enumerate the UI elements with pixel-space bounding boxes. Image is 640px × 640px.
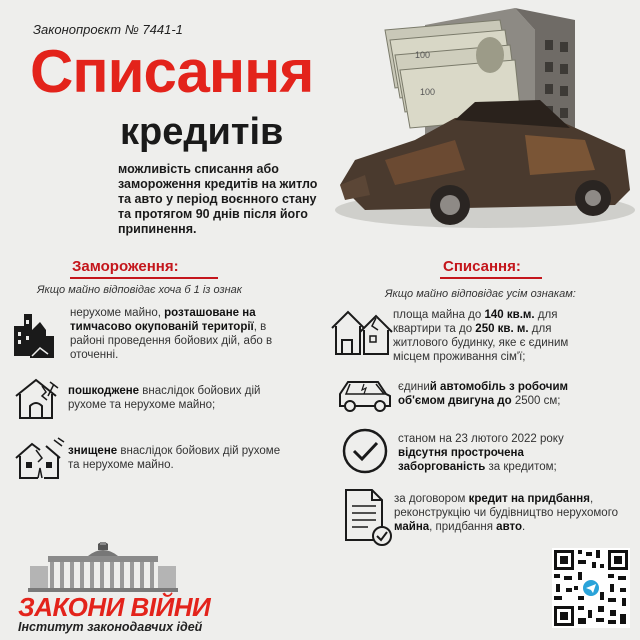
- writeoff-condition: Якщо майно відповідає усім ознакам:: [385, 288, 576, 300]
- page-subtitle: кредитів: [120, 111, 284, 153]
- item-text: 2500 см;: [511, 395, 561, 407]
- item-text: площа майна до: [393, 309, 485, 321]
- item-emphasis: відсутня прострочена заборгованість: [398, 447, 524, 473]
- item-text: для квартири та до: [393, 309, 558, 335]
- destroyed-house-icon: [12, 436, 68, 487]
- item-emphasis: майна: [394, 521, 430, 533]
- item-text: внаслідок бойових дій рухоме та нерухоме майно.: [68, 445, 281, 471]
- writeoff-heading-underline: [440, 277, 542, 279]
- brand-subtitle: Інститут законодавчих ідей: [18, 620, 203, 634]
- writeoff-item-debt: [398, 432, 598, 474]
- freeze-item-destroyed: [68, 444, 293, 472]
- item-text: станом на 23 лютого 2022 року: [398, 433, 564, 445]
- writeoff-item-area: [393, 308, 593, 364]
- item-emphasis: знищене: [68, 445, 118, 457]
- burned-car-image: [335, 100, 635, 228]
- item-text: .: [522, 521, 526, 533]
- freeze-item-damaged: [68, 384, 296, 412]
- item-emphasis: авто: [496, 521, 522, 533]
- page-title: Списання: [30, 38, 314, 105]
- item-emphasis: 140 кв.м.: [484, 309, 535, 321]
- item-emphasis: й автомобіль з робочим об'ємом двигуна до: [398, 381, 569, 407]
- writeoff-heading: Списання:: [443, 258, 521, 275]
- item-text: за кредитом;: [485, 461, 557, 473]
- item-text: внаслідок бойових дій рухоме та нерухоме майно;: [68, 385, 261, 411]
- freeze-condition: Якщо майно відповідає хоча б 1 із ознак: [37, 284, 242, 296]
- burned-car-money-illustration: [325, 0, 640, 245]
- writeoff-item-car: [398, 380, 598, 408]
- freeze-heading: Замороження:: [72, 258, 179, 275]
- brand-title: ЗАКОНИ ВІЙНИ: [18, 592, 211, 622]
- freeze-heading-underline: [70, 277, 218, 279]
- occupied-building-icon: [10, 306, 66, 367]
- parliament-building-logo: [28, 540, 178, 594]
- damaged-house-icon: [12, 376, 64, 427]
- item-emphasis: кредит на придбання: [468, 493, 590, 505]
- checkmark-icon: [340, 426, 390, 481]
- item-emphasis: пошкоджене: [68, 385, 140, 397]
- item-text: , в районі проведення бойових дій, або в оточенні.: [70, 321, 273, 361]
- item-emphasis: розташоване на тимчасово окупованій території: [70, 307, 256, 333]
- item-text: для житлового будинку, яке є єдиним місцем проживання сім'ї;: [393, 323, 569, 363]
- svg-text:100: 100: [420, 87, 436, 97]
- houses-icon: [330, 304, 394, 363]
- svg-text:100: 100: [415, 50, 431, 60]
- intro-text: можливість списання або замороження кредитів на житло та авто у період воєнного стану та протягом 90 днів після його припинення.: [118, 162, 318, 236]
- item-text: , реконструкцію чи будівництво нерухомого: [394, 493, 619, 519]
- bill-number: Законопроєкт № 7441-1: [33, 22, 183, 37]
- item-text: за договором: [394, 493, 469, 505]
- car-icon: [334, 370, 396, 421]
- item-text: нерухоме майно,: [70, 307, 165, 319]
- item-text: , придбання: [429, 521, 497, 533]
- document-icon: [340, 486, 394, 551]
- writeoff-item-contract: [394, 492, 629, 534]
- freeze-item-occupied: [70, 306, 295, 362]
- item-text: єдини: [398, 381, 430, 393]
- qr-code[interactable]: [552, 548, 630, 628]
- item-emphasis: 250 кв. м.: [475, 323, 529, 335]
